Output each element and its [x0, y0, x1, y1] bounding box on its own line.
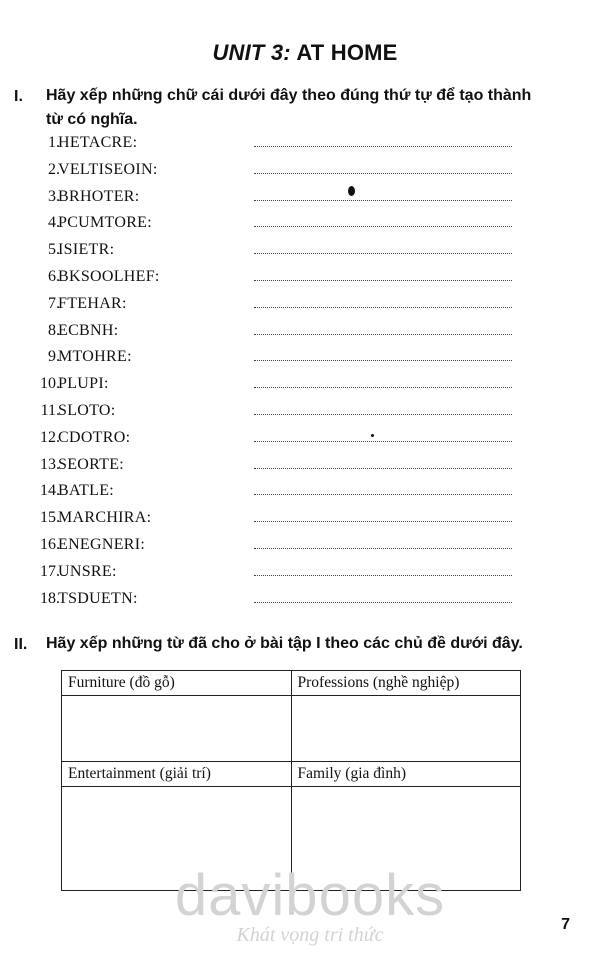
section-2-numeral: II. [14, 636, 28, 653]
list-item [28, 561, 498, 588]
answer-line[interactable] [254, 200, 512, 201]
scrambled-word: VELTISEOIN: [58, 160, 158, 178]
answer-line[interactable] [254, 441, 512, 442]
category-header-furniture: Furniture (đồ gỗ) [62, 671, 292, 696]
answer-line[interactable] [254, 414, 512, 415]
answer-line[interactable] [254, 494, 512, 495]
answer-line[interactable] [254, 360, 512, 361]
item-number: 10. [40, 375, 60, 393]
list-item [28, 266, 498, 293]
scrambled-word: MARCHIRA: [58, 509, 152, 527]
unit-topic: AT HOME [296, 40, 398, 65]
section-1-instruction [46, 84, 531, 132]
scrambled-word: MTOHRE: [58, 348, 132, 366]
scrambled-word: ISIETR: [58, 241, 115, 259]
list-item [28, 588, 498, 615]
category-box-furniture[interactable] [62, 696, 292, 762]
page-title [0, 40, 600, 66]
list-item [28, 400, 498, 427]
answer-line[interactable] [254, 575, 512, 576]
item-number: 2. [48, 160, 60, 178]
answer-line[interactable] [254, 226, 512, 227]
answer-line[interactable] [254, 334, 512, 335]
scrambled-word: HETACRE: [58, 134, 138, 151]
category-box-professions[interactable] [291, 696, 521, 762]
scrambled-word: ECBNH: [58, 321, 119, 339]
category-header-family: Family (gia đình) [291, 762, 521, 787]
item-number: 15. [40, 509, 60, 527]
scrambled-word: UNSRE: [58, 562, 117, 580]
item-number: 9. [48, 348, 60, 366]
answer-line[interactable] [254, 146, 512, 147]
section-2-instruction: Hãy xếp những từ đã cho ở bài tập I theo các chủ đề dưới đây. [46, 635, 523, 652]
item-number: 8. [48, 321, 60, 339]
item-number: 6. [48, 267, 60, 285]
page-number: 7 [561, 916, 570, 933]
item-number: 13. [40, 455, 60, 473]
answer-line[interactable] [254, 387, 512, 388]
item-number: 7. [48, 294, 60, 312]
item-number: 3. [48, 187, 60, 205]
item-number: 4. [48, 214, 60, 232]
answer-line[interactable] [254, 548, 512, 549]
item-number: 1. [48, 134, 60, 151]
scrambled-word: SLOTO: [58, 401, 116, 419]
ink-speck [371, 434, 374, 437]
section-1-instruction-line-2: từ có nghĩa. [46, 111, 138, 128]
list-item [28, 373, 498, 400]
answer-line[interactable] [254, 602, 512, 603]
ink-speck [348, 186, 355, 196]
item-number: 5. [48, 241, 60, 259]
scrambled-word-list [28, 132, 498, 614]
list-item [28, 346, 498, 373]
watermark-tagline: Khát vọng tri thức [236, 924, 384, 946]
item-number: 17. [40, 562, 60, 580]
list-item [28, 212, 498, 239]
answer-line[interactable] [254, 521, 512, 522]
watermark-brand: davibooks [174, 863, 446, 928]
scrambled-word: BATLE: [58, 482, 115, 500]
list-item [28, 534, 498, 561]
scrambled-word: PLUPI: [58, 375, 109, 393]
list-item [28, 293, 498, 320]
answer-line[interactable] [254, 280, 512, 281]
scrambled-word: SEORTE: [58, 455, 125, 473]
unit-label: UNIT 3: [212, 40, 291, 65]
scrambled-word: CDOTRO: [58, 428, 131, 446]
list-item [28, 454, 498, 481]
answer-line[interactable] [254, 173, 512, 174]
section-1-numeral: I. [14, 88, 23, 105]
item-number: 14. [40, 482, 60, 500]
scrambled-word: BRHOTER: [58, 187, 140, 205]
scrambled-word: FTEHAR: [58, 294, 127, 312]
list-item [28, 507, 498, 534]
list-item [28, 320, 498, 347]
list-item [28, 427, 498, 454]
item-number: 11. [40, 401, 60, 419]
section-1-instruction-line-1: Hãy xếp những chữ cái dưới đây theo đúng thứ tự để tạo thành [46, 87, 532, 104]
list-item [28, 159, 498, 186]
item-number: 18. [40, 589, 60, 607]
list-item [28, 480, 498, 507]
item-number: 12. [40, 428, 60, 446]
scrambled-word: BKSOOLHEF: [58, 267, 160, 285]
list-item [28, 186, 498, 213]
answer-line[interactable] [254, 307, 512, 308]
scrambled-word: ENEGNERI: [58, 535, 146, 553]
answer-line[interactable] [254, 468, 512, 469]
list-item [28, 132, 498, 159]
category-table [61, 670, 521, 891]
answer-line[interactable] [254, 253, 512, 254]
list-item [28, 239, 498, 266]
category-header-entertainment: Entertainment (giải trí) [62, 762, 292, 787]
scrambled-word: TSDUETN: [58, 589, 138, 607]
scrambled-word: PCUMTORE: [58, 214, 152, 232]
item-number: 16. [40, 535, 60, 553]
category-header-professions: Professions (nghề nghiệp) [291, 671, 521, 696]
